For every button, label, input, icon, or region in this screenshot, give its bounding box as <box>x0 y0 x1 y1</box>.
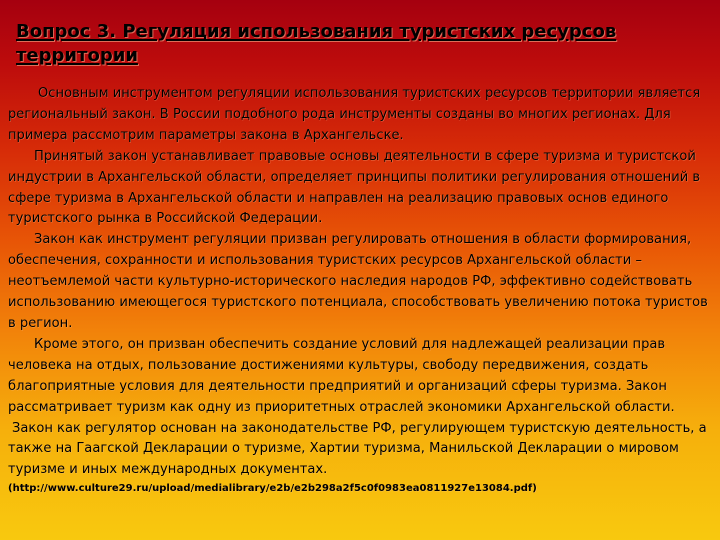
slide-body <box>8 84 710 497</box>
paragraph-regional-law: Основным инструментом регуляции использования туристских ресурсов территории является региональный закон. В России подобного рода инструменты созданы во многих регионах. Для примера рассмотрим параметры закона в Архангельске. <box>8 86 701 143</box>
slide-title: Вопрос 3. Регуляция использования туристских ресурсов территории <box>16 21 617 66</box>
source-reference: (http://www.culture29.ru/upload/medialibrary/e2b/e2b298a2f5c0f0983ea0811927e13084.pdf) <box>8 483 537 495</box>
paragraph-legal-basis: Закон как регулятор основан на законодательстве РФ, регулирующем туристскую деятельность, а также на Гаагской Декларации о туризме, Хартии туризма, Манильской Декларации о мировом туризме и иных международных документах. <box>8 420 707 478</box>
paragraph-conditions: Кроме этого, он призван обеспечить создание условий для надлежащей реализации прав человека на отдых, пользование достижениями культуры, свободу передвижения, создать благоприятные условия для деятельности предприятий и организаций сферы туризма. Закон рассматривает туризм как одну из приоритетных отраслей экономики Архангельской области. <box>8 336 675 415</box>
paragraph-law-foundations: Принятый закон устанавливает правовые основы деятельности в сфере туризма и туристской индустрии в Архангельской области, определяет принципы политики регулирования отношений в сфере туризма в Архангельской области и направлен на реализацию правовых основ единого туристского рынка в Российской Федерации. <box>8 148 701 227</box>
paragraph-law-purpose: Закон как инструмент регуляции призван регулировать отношения в области формирования, обеспечения, сохранности и использования туристских ресурсов Архангельской области – неотъемлемой части культурно-исторического наследия народов РФ, эффективно содействовать использованию имеющегося туристского потенциала, способствовать увеличению потока туристов в регион. <box>8 232 708 331</box>
